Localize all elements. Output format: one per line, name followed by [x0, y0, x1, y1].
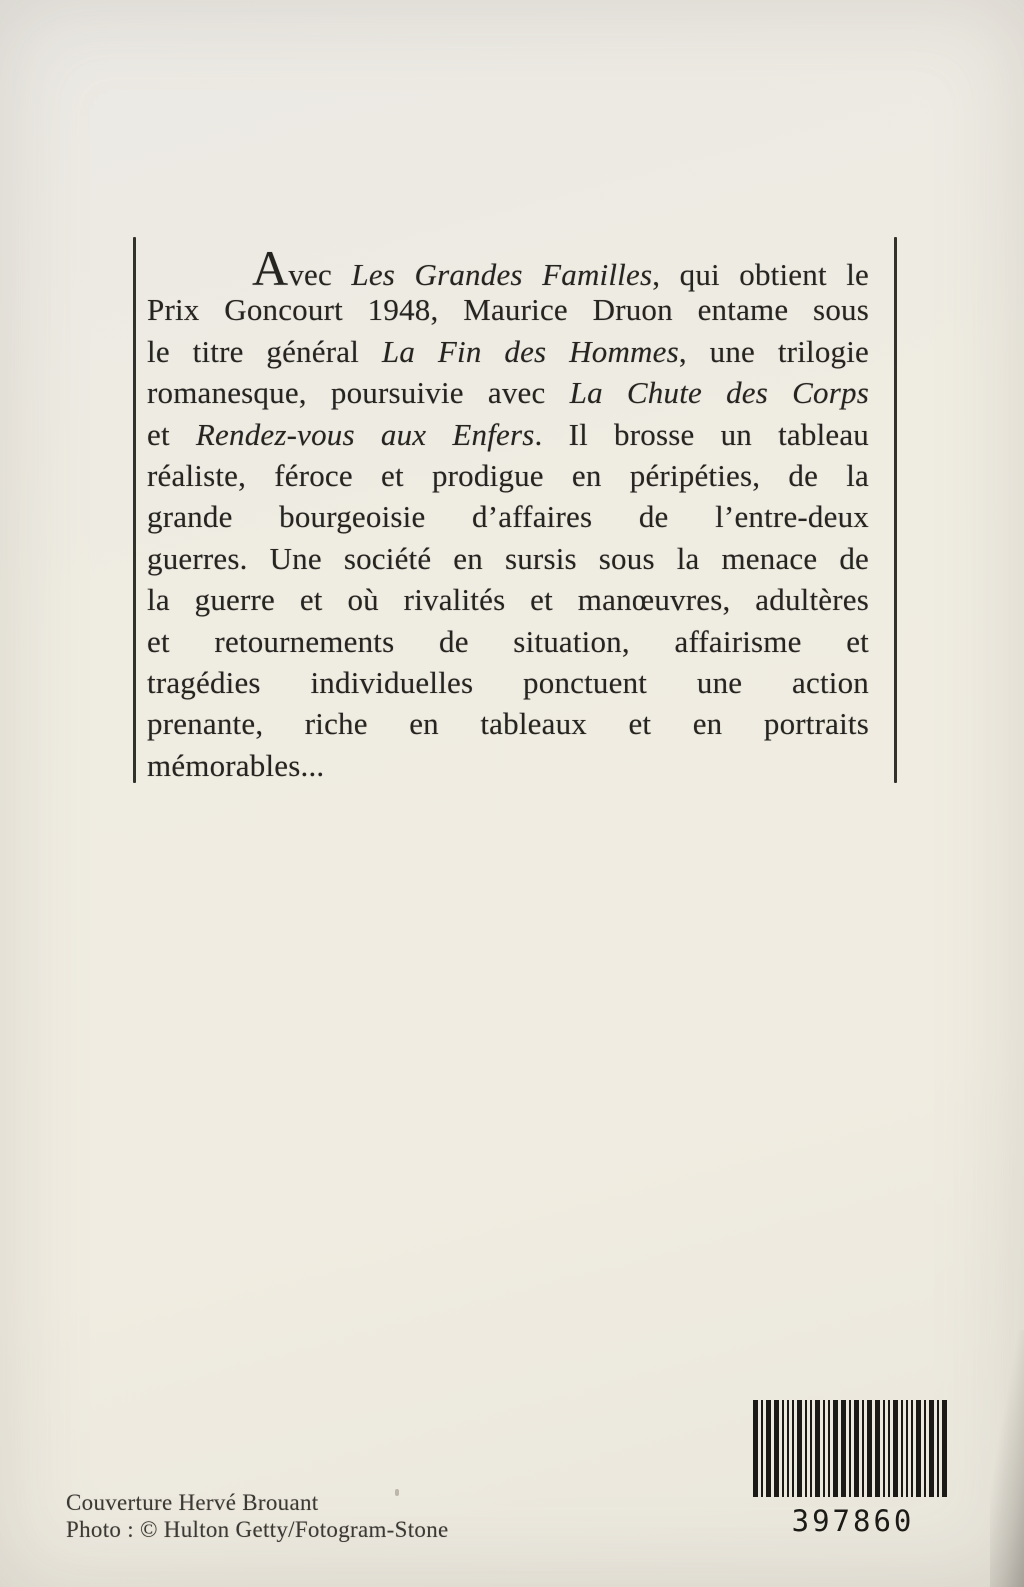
blurb-segment: . Il brosse un tableau	[534, 416, 869, 452]
blurb-line	[147, 662, 869, 703]
blurb-rule-left	[133, 237, 136, 783]
blurb-line	[147, 579, 869, 620]
barcode-bar	[792, 1400, 794, 1497]
blurb-text	[147, 240, 869, 786]
blurb-segment: prenante, riche en tableaux et en portraits	[147, 706, 869, 742]
barcode-bar	[924, 1400, 926, 1497]
barcode-bar	[867, 1400, 872, 1497]
barcode-bar	[906, 1400, 908, 1497]
barcode	[753, 1400, 953, 1538]
barcode-bar	[937, 1400, 939, 1497]
barcode-bar	[911, 1400, 913, 1497]
blurb-segment: grande bourgeoisie d’affaires de l’entre-deux	[147, 499, 869, 535]
barcode-bar	[782, 1400, 784, 1497]
barcode-bar	[761, 1400, 763, 1497]
barcode-bar	[893, 1400, 898, 1497]
blurb-segment: romanesque, poursuivie avec	[147, 375, 570, 411]
book-title: Les Grandes Familles	[351, 257, 653, 292]
barcode-bar	[841, 1400, 846, 1497]
barcode-bar	[849, 1400, 851, 1497]
blurb-line	[147, 621, 869, 662]
page-edge-shadow	[990, 1330, 1024, 1587]
blurb-line	[147, 496, 869, 537]
book-title: La Fin des Hommes	[381, 333, 679, 369]
barcode-bar	[797, 1400, 802, 1497]
blurb-line	[147, 703, 869, 744]
barcode-bar	[875, 1400, 880, 1497]
cover-credit: Couverture Hervé Brouant	[66, 1490, 319, 1515]
barcode-bar	[929, 1400, 934, 1497]
barcode-bar	[815, 1400, 820, 1497]
credits-block	[66, 1489, 449, 1543]
blurb-segment: le titre général	[147, 333, 382, 369]
barcode-bar	[787, 1400, 789, 1497]
blurb-segment: et	[147, 416, 196, 452]
book-title: Rendez-vous aux Enfers	[195, 416, 535, 452]
blurb-line	[147, 414, 869, 455]
blurb-line	[147, 372, 869, 413]
blurb-line	[147, 240, 869, 296]
barcode-bar	[774, 1400, 779, 1497]
barcode-bar	[805, 1400, 807, 1497]
blurb-rule-right	[894, 237, 897, 783]
barcode-number: 397860	[791, 1504, 915, 1538]
blurb-segment: Prix Goncourt 1948, Maurice Druon entame sous	[147, 292, 869, 328]
barcode-bar	[888, 1400, 890, 1497]
blurb-segment: tragédies individuelles ponctuent une action	[147, 664, 869, 700]
barcode-bar	[833, 1400, 838, 1497]
blurb-segment: , qui obtient le	[652, 257, 869, 292]
blurb-line	[147, 331, 869, 372]
barcode-bar	[883, 1400, 885, 1497]
barcode-bars	[753, 1400, 953, 1497]
barcode-bar	[753, 1400, 758, 1497]
blurb-segment: guerres. Une société en sursis sous la menace de	[147, 540, 869, 576]
barcode-bar	[766, 1400, 771, 1497]
blurb-line	[147, 745, 869, 786]
barcode-bar	[901, 1400, 903, 1497]
barcode-bar	[828, 1400, 830, 1497]
blurb-line	[147, 538, 869, 579]
blurb-segment: réaliste, féroce et prodigue en péripéties, de la	[147, 457, 869, 493]
barcode-bar	[810, 1400, 812, 1497]
barcode-bar	[823, 1400, 825, 1497]
blurb-segment: et retournements de situation, affairisme et	[147, 623, 869, 659]
barcode-bar	[854, 1400, 859, 1497]
barcode-bar	[916, 1400, 921, 1497]
barcode-bar	[862, 1400, 864, 1497]
barcode-bar	[942, 1400, 947, 1497]
paper-speck	[395, 1489, 399, 1496]
book-title: La Chute des Corps	[569, 375, 869, 411]
blurb-line	[147, 455, 869, 496]
blurb-line	[147, 289, 869, 330]
photo-credit: Photo : © Hulton Getty/Fotogram-Stone	[66, 1517, 449, 1542]
blurb-segment: la guerre et où rivalités et manœuvres, adultères	[147, 582, 869, 618]
blurb-segment: vec	[288, 257, 352, 292]
drop-cap-initial: A	[252, 240, 289, 296]
blurb-segment: mémorables...	[147, 747, 325, 783]
blurb-segment: , une trilogie	[678, 333, 869, 369]
